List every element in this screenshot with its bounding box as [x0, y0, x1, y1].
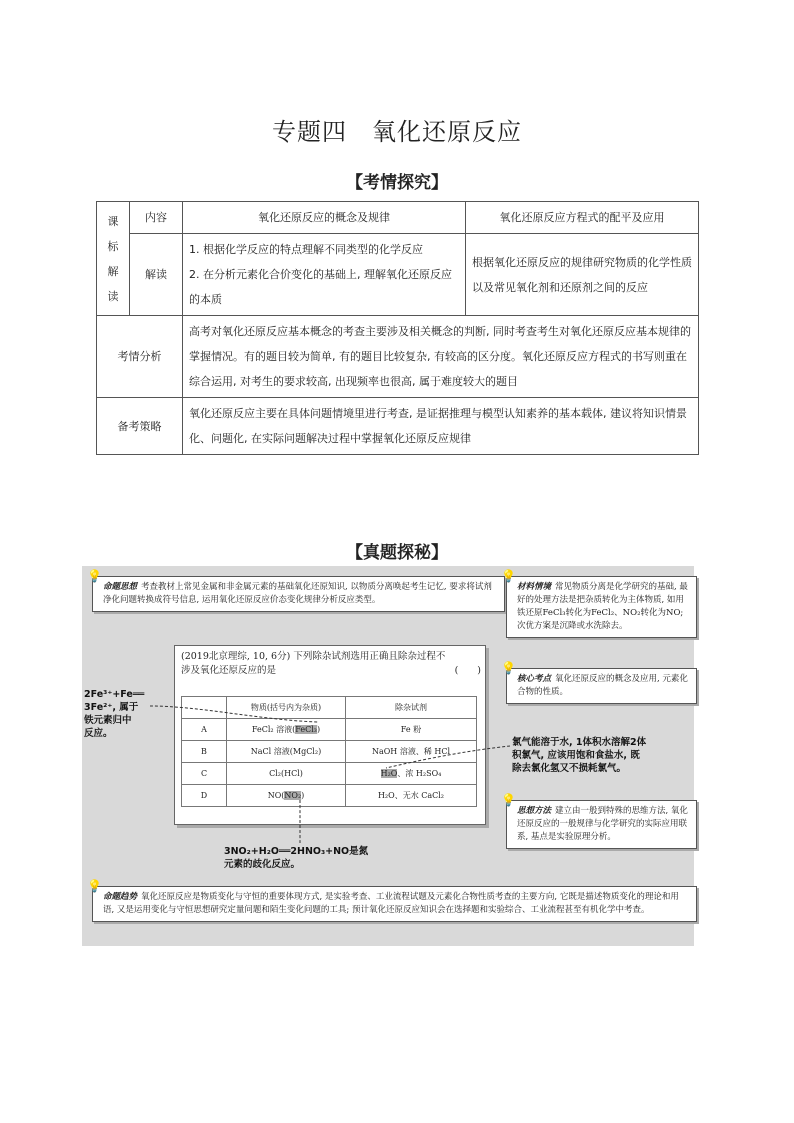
- side-label: 课 标 解 读: [97, 202, 130, 316]
- annotation-no: 3NO₂+H₂O══2HNO₃+NO是氮 元素的歧化反应。: [224, 846, 369, 870]
- section-heading-kaoqing: 【考情探究】: [346, 173, 448, 193]
- lightbulb-icon: 💡: [87, 879, 102, 893]
- lightbulb-icon: 💡: [87, 569, 102, 583]
- header-col1: 氧化还原反应的概念及规律: [183, 202, 466, 234]
- question-table: 物质(括号内为杂质) 除杂试剂 A FeCl₂ 溶液(FeCl₃) Fe 粉 B NaCl 溶液(MgCl₂) NaOH 溶液、稀 HCl C Cl₂(HCl) H₂O、浓 H₂SO₄ D NO(NO₂) H₂O、无水 CaCl₂: [181, 696, 477, 807]
- note-sixiang: 💡 思想方法 建立由一般到特殊的思维方法, 氧化还原反应的一般规律与化学研究的实际应用联系, 基点是实验原理分析。: [506, 800, 697, 849]
- table-row: D NO(NO₂) H₂O、无水 CaCl₂: [182, 785, 477, 807]
- table-row: A FeCl₂ 溶液(FeCl₃) Fe 粉: [182, 719, 477, 741]
- note-cailiao: 💡 材料情境 常见物质分离是化学研究的基础, 最好的处理方法是把杂质转化为主体物质, 如用铁还原FeCl₃转化为FeCl₂、NO₂转化为NO;次优方案是沉降或水洗除去。: [506, 576, 697, 638]
- beikao-text: 氧化还原反应主要在具体问题情境里进行考查, 是证据推理与模型认知素养的基本载体, 建议将知识情景化、问题化, 在实际问题解决过程中掌握氧化还原反应规律: [183, 398, 699, 455]
- note-hexin: 💡 核心考点 氧化还原反应的概念及应用, 元素化合物的性质。: [506, 668, 697, 704]
- note-qushi: 💡 命题趋势 氧化还原反应是物质变化与守恒的重要体现方式, 是实验考查、工业流程试题及元素化合物性质考查的主要方向, 它既是描述物质变化的理论和用语, 又是运用变化与守恒思想研究定量问题和陌生变化问题的工具; 预计氧化还原反应知识会在选择题和实验综合、工业流程甚至有机化学中考查。: [92, 886, 697, 922]
- question-stem: (2019北京理综, 10, 6分) 下列除杂试剂选用正确且除杂过程不 涉及氧化还原反应的是 ( ): [181, 651, 481, 676]
- jiedu-col1: 1. 根据化学反应的特点理解不同类型的化学反应 2. 在分析元素化合价变化的基础上, 理解氧化还原反应的本质: [183, 234, 466, 316]
- lightbulb-icon: 💡: [501, 793, 516, 807]
- header-neirong: 内容: [130, 202, 183, 234]
- annotation-fe: 2Fe³⁺+Fe══ 3Fe²⁺, 属于 铁元素归中 反应。: [84, 689, 145, 739]
- kaoqing-text: 高考对氧化还原反应基本概念的考查主要涉及相关概念的判断, 同时考查考生对氧化还原反应基本规律的掌握情况。有的题目较为简单, 有的题目比较复杂, 有较高的区分度。氧化还原反应方程式的书写则重在综合运用, 对考生的要求较高, 出现频率也很高, 属于难度较大的题目: [183, 316, 699, 398]
- kaoqing-label: 考情分析: [97, 316, 183, 398]
- jiedu-col2: 根据氧化还原反应的规律研究物质的化学性质以及常见氧化剂和还原剂之间的反应: [466, 234, 699, 316]
- lightbulb-icon: 💡: [501, 661, 516, 675]
- jiedu-label: 解读: [130, 234, 183, 316]
- kaoqing-table: [96, 201, 699, 455]
- section-heading-zhenti: 【真题探秘】: [346, 543, 448, 563]
- beikao-label: 备考策略: [97, 398, 183, 455]
- table-row: B NaCl 溶液(MgCl₂) NaOH 溶液、稀 HCl: [182, 741, 477, 763]
- header-col2: 氧化还原反应方程式的配平及应用: [466, 202, 699, 234]
- page-title: 专题四 氧化还原反应: [272, 118, 522, 146]
- note-mingti: 💡 命题思想 考查教材上常见金属和非金属元素的基础氧化还原知识, 以物质分离唤起考生记忆, 要求将试剂净化问题转换成符号信息, 运用氧化还原反应价态变化规律分析反应类型。: [92, 576, 505, 612]
- question-card: [174, 645, 486, 825]
- table-row: C Cl₂(HCl) H₂O、浓 H₂SO₄: [182, 763, 477, 785]
- lightbulb-icon: 💡: [501, 569, 516, 583]
- annotation-cl: 氯气能溶于水, 1体积水溶解2体 积氯气, 应该用饱和食盐水, 既 除去氯化氢又不损耗氯气。: [512, 737, 647, 774]
